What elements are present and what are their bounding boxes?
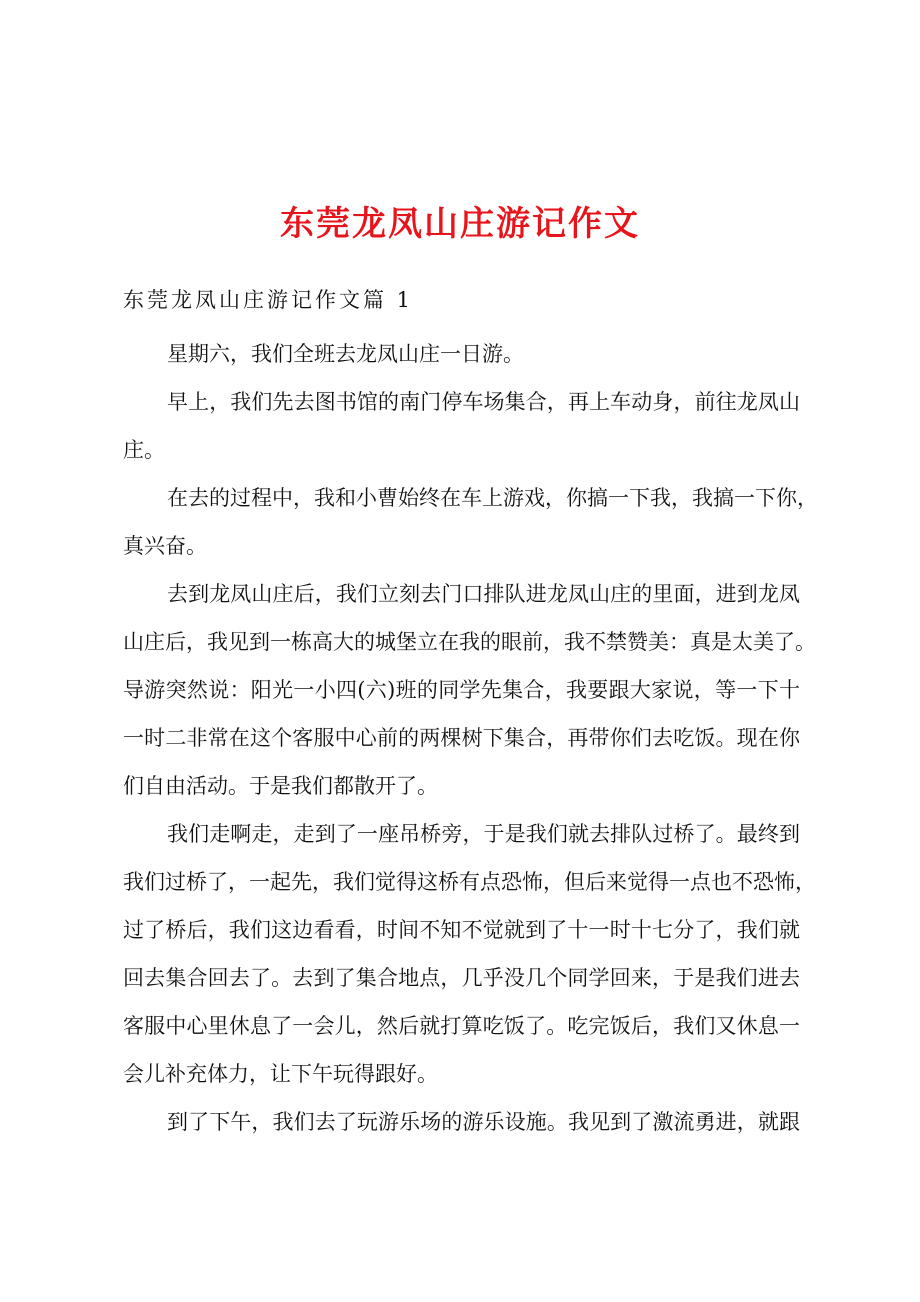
paragraph — [123, 570, 816, 810]
text-line: 会儿补充体力，让下午玩得跟好。 — [123, 1062, 438, 1086]
document-body — [123, 330, 818, 1146]
text-line: 庄。 — [123, 438, 165, 462]
section-heading: 东莞龙凤山庄游记作文篇 1 — [123, 288, 414, 312]
paragraph — [123, 330, 800, 378]
text-line: 早上，我们先去图书馆的南门停车场集合，再上车动身，前往龙凤山 — [167, 390, 800, 414]
text-line: 一时二非常在这个客服中心前的两棵树下集合，再带你们去吃饭。现在你 — [123, 726, 800, 750]
text-line: 导游突然说：阳光一小四(六)班的同学先集合，我要跟大家说，等一下十 — [123, 678, 800, 702]
text-line: 过了桥后，我们这边看看，时间不知不觉就到了十一时十七分了，我们就 — [123, 918, 800, 942]
text-line: 我们走啊走，走到了一座吊桥旁，于是我们就去排队过桥了。最终到 — [167, 822, 800, 846]
document-title: 东莞龙凤山庄游记作文 — [280, 204, 640, 244]
text-line: 山庄后，我见到一栋高大的城堡立在我的眼前，我不禁赞美：真是太美了。 — [123, 630, 816, 654]
text-line: 在去的过程中，我和小曹始终在车上游戏，你搞一下我，我搞一下你， — [167, 486, 818, 510]
text-line: 我们过桥了，一起先，我们觉得这桥有点恐怖，但后来觉得一点也不恐怖， — [123, 870, 816, 894]
paragraph — [123, 378, 800, 474]
text-line: 去到龙凤山庄后，我们立刻去门口排队进龙凤山庄的里面，进到龙凤 — [167, 582, 800, 606]
paragraph — [123, 474, 818, 570]
text-line: 客服中心里休息了一会儿，然后就打算吃饭了。吃完饭后，我们又休息一 — [123, 1014, 800, 1038]
text-line: 回去集合回去了。去到了集合地点，几乎没几个同学回来，于是我们进去 — [123, 966, 800, 990]
text-line: 到了下午，我们去了玩游乐场的游乐设施。我见到了激流勇进，就跟 — [167, 1110, 800, 1134]
text-line: 真兴奋。 — [123, 534, 207, 558]
paragraph — [123, 810, 816, 1098]
text-line: 星期六，我们全班去龙凤山庄一日游。 — [167, 342, 524, 366]
text-line: 们自由活动。于是我们都散开了。 — [123, 774, 438, 798]
paragraph — [123, 1098, 800, 1146]
